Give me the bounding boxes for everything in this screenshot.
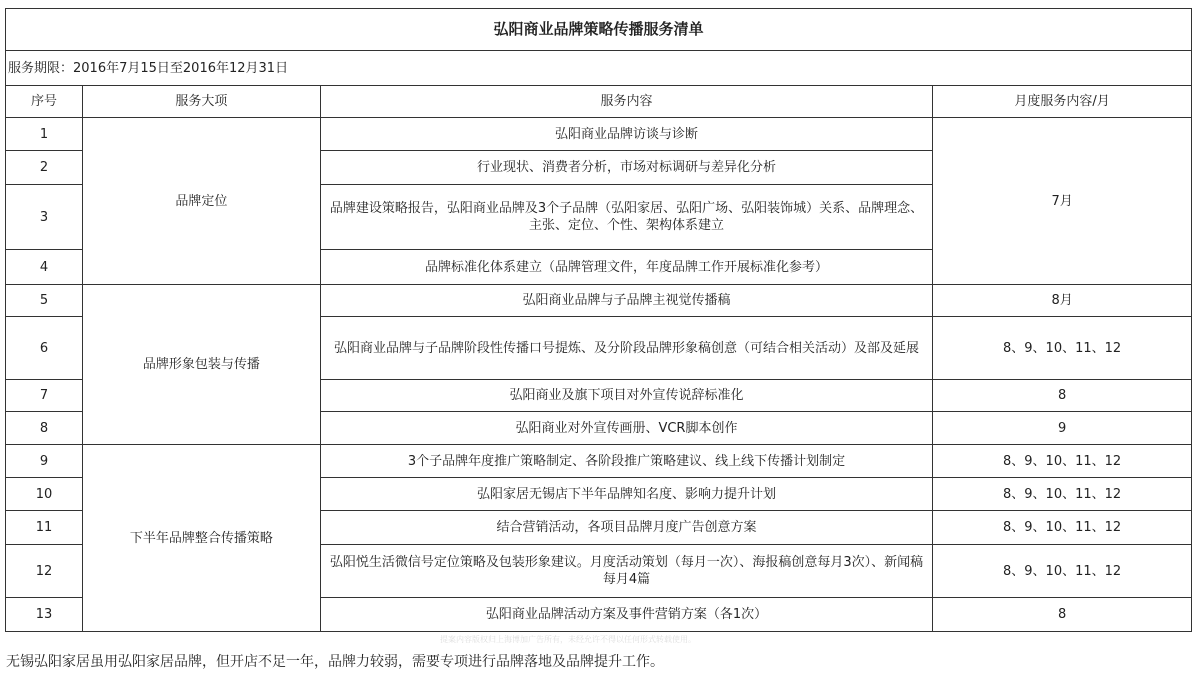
watermark: 提案内容版权归上海博加广告所有，未经允许不得以任何形式转载使用。 <box>440 635 696 644</box>
row-no: 12 <box>6 545 83 598</box>
row-content: 弘阳商业品牌与子品牌主视觉传播稿 <box>320 285 932 317</box>
row-month: 8、9、10、11、12 <box>933 478 1192 511</box>
row-content: 弘阳商业品牌与子品牌阶段性传播口号提炼、及分阶段品牌形象稿创意（可结合相关活动）及部及延展 <box>320 317 932 380</box>
row-content: 品牌标准化体系建立（品牌管理文件，年度品牌工作开展标准化参考） <box>320 250 932 285</box>
table-row <box>6 285 1192 317</box>
footer-note: 无锡弘阳家居虽用弘阳家居品牌，但开店不足一年，品牌力较弱，需要专项进行品牌落地及品牌提升工作。 <box>6 654 664 670</box>
service-period: 服务期限：2016年7月15日至2016年12月31日 <box>6 51 1192 86</box>
row-month: 8、9、10、11、12 <box>933 317 1192 380</box>
row-content: 结合营销活动，各项目品牌月度广告创意方案 <box>320 511 932 545</box>
row-content: 弘阳商业对外宣传画册、VCR脚本创作 <box>320 412 932 445</box>
row-content: 弘阳商业品牌访谈与诊断 <box>320 118 932 151</box>
row-no: 7 <box>6 380 83 412</box>
category-cell: 品牌定位 <box>82 118 320 285</box>
row-month: 8月 <box>933 285 1192 317</box>
header-content: 服务内容 <box>320 86 932 118</box>
row-no: 9 <box>6 445 83 478</box>
header-category: 服务大项 <box>82 86 320 118</box>
row-no: 1 <box>6 118 83 151</box>
row-no: 13 <box>6 598 83 632</box>
row-no: 4 <box>6 250 83 285</box>
row-content: 弘阳商业品牌活动方案及事件营销方案（各1次） <box>320 598 932 632</box>
table-row <box>6 445 1192 478</box>
table-title: 弘阳商业品牌策略传播服务清单 <box>6 9 1192 51</box>
row-content: 行业现状、消费者分析，市场对标调研与差异化分析 <box>320 151 932 185</box>
category-cell: 品牌形象包装与传播 <box>82 285 320 445</box>
month-cell: 7月 <box>933 118 1192 285</box>
table-row <box>6 118 1192 151</box>
row-no: 2 <box>6 151 83 185</box>
row-content: 弘阳悦生活微信号定位策略及包装形象建议。月度活动策划（每月一次）、海报稿创意每月3次）、新闻稿每月4篇 <box>320 545 932 598</box>
row-no: 3 <box>6 185 83 250</box>
row-no: 5 <box>6 285 83 317</box>
row-month: 8 <box>933 598 1192 632</box>
category-cell: 下半年品牌整合传播策略 <box>82 445 320 632</box>
row-no: 8 <box>6 412 83 445</box>
row-month: 9 <box>933 412 1192 445</box>
row-no: 6 <box>6 317 83 380</box>
header-no: 序号 <box>6 86 83 118</box>
row-month: 8、9、10、11、12 <box>933 511 1192 545</box>
row-content: 弘阳家居无锡店下半年品牌知名度、影响力提升计划 <box>320 478 932 511</box>
service-list-table <box>5 8 1192 632</box>
row-no: 11 <box>6 511 83 545</box>
row-no: 10 <box>6 478 83 511</box>
row-content: 弘阳商业及旗下项目对外宣传说辞标准化 <box>320 380 932 412</box>
row-month: 8、9、10、11、12 <box>933 545 1192 598</box>
row-content: 3个子品牌年度推广策略制定、各阶段推广策略建议、线上线下传播计划制定 <box>320 445 932 478</box>
header-month: 月度服务内容/月 <box>933 86 1192 118</box>
row-month: 8、9、10、11、12 <box>933 445 1192 478</box>
row-month: 8 <box>933 380 1192 412</box>
row-content: 品牌建设策略报告，弘阳商业品牌及3个子品牌（弘阳家居、弘阳广场、弘阳装饰城）关系、品牌理念、主张、定位、个性、架构体系建立 <box>320 185 932 250</box>
